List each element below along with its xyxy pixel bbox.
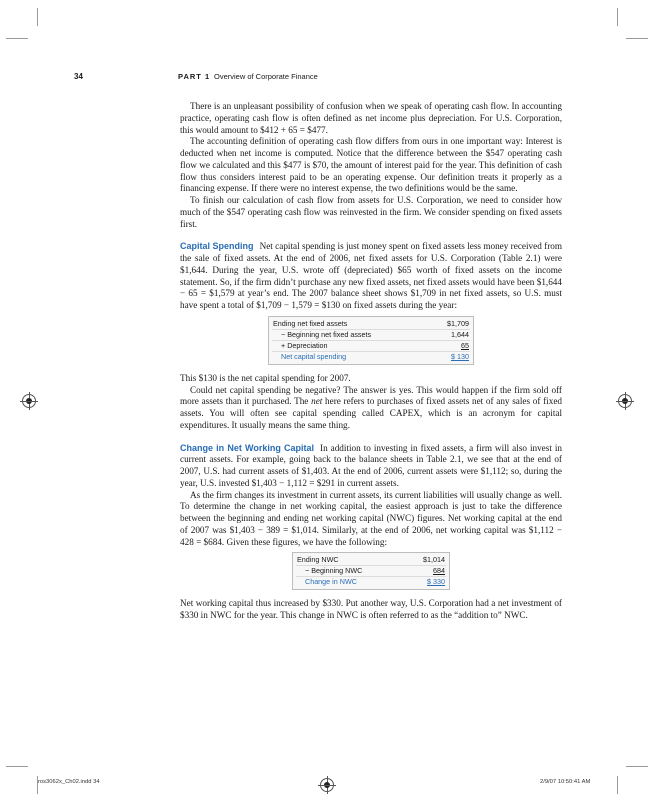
paragraph: To finish our calculation of cash flow from assets for U.S. Corporation, we need to consider how much of the $547 operating cash flow was reinvested in the firm. We consider spending on fixed assets first. xyxy=(180,195,562,229)
capital-spending-table xyxy=(268,316,474,365)
paragraph: Net working capital thus increased by $330. Put another way, U.S. Corporation had a net investment of $330 in NWC for the year. This change in NWC is often referred to as the “addition to” NWC. xyxy=(180,598,562,620)
section-text: In addition to investing in fixed assets, a firm will also invest in current assets. For example, going back to the balance sheets in Table 2.1, we see that at the end of 2007, U.S. had current assets of $1,403. At the end of 2006, current assets were $1,112; so, during the year, U.S. invested $1,403 − 1,112 = $291 in current assets. xyxy=(180,442,563,488)
registration-mark-icon xyxy=(618,394,632,408)
paragraph: As the firm changes its investment in current assets, its current liabilities will usually change as well. To determine the change in net working capital, the easiest approach is just to take the difference between the beginning and ending net working capital (NWC) figures. Net working capital at the end of 2007 was $1,403 − 389 = $1,014. Similarly, at the end of 2006, net working capital was $1,112 − 428 = $684. Given these figures, we have the following: xyxy=(180,489,562,547)
crop-mark xyxy=(626,38,648,39)
section-heading: Change in Net Working Capital xyxy=(180,442,315,453)
page-number: 34 xyxy=(74,72,83,81)
file-name: ros3062x_Ch02.indd 34 xyxy=(38,779,100,785)
paragraph: Could net capital spending be negative? The answer is yes. This would happen if the firm sold off more assets than it purchased. The net here refers to purchases of fixed assets net of any sales of fixed assets. You will often see capital spending called CAPEX, which is an acronym for capital expenditures. It usually means the same thing. xyxy=(180,384,562,430)
print-timestamp: 2/9/07 10:50:41 AM xyxy=(540,779,591,785)
crop-mark xyxy=(626,766,648,767)
table-row-total: Change in NWC $ 330 xyxy=(305,577,445,587)
section-text: Net capital spending is just money spent on fixed assets less money received from the sale of fixed assets. At the end of 2006, net fixed assets for U.S. Corporation (Table 2.1) were $1,644. During the year, U.S. wrote off (depreciated) $65 worth of fixed assets on the income statement. So, if the firm didn’t purchase any new fixed assets, net fixed assets would have been $1,644 − 65 = $1,579 at year’s end. The 2007 balance sheet shows $1,709 in net fixed assets, so U.S. must have spent a total of $1,709 − 1,579 = $130 on fixed assets during the year: xyxy=(180,241,562,310)
table-row: Ending NWC $1,014 xyxy=(297,555,445,565)
registration-mark-icon xyxy=(320,778,334,792)
section-heading: Capital Spending xyxy=(180,241,254,252)
table-row: Ending net fixed assets $1,709 xyxy=(273,318,469,328)
crop-mark xyxy=(617,776,618,794)
crop-mark xyxy=(37,8,38,26)
table-row: + Depreciation 65 xyxy=(272,341,470,352)
nwc-paragraph xyxy=(180,443,562,490)
table-row: − Beginning net fixed assets 1,644 xyxy=(272,330,470,341)
paragraph: There is an unpleasant possibility of confusion when we speak of operating cash flow. In accounting practice, operating cash flow is often defined as net income plus depreciation. For U.S. Corporation, this would amount to $412 + 65 = $477. xyxy=(180,101,562,135)
registration-mark-icon xyxy=(22,394,36,408)
crop-mark xyxy=(6,766,28,767)
paragraph: This $130 is the net capital spending for 2007. xyxy=(180,372,351,383)
table-row: − Beginning NWC 684 xyxy=(296,566,446,577)
crop-mark xyxy=(6,38,28,39)
chapter-title: Overview of Corporate Finance xyxy=(214,72,318,81)
crop-mark xyxy=(617,8,618,26)
part-label: PART 1 xyxy=(178,72,211,81)
capital-spending-paragraph xyxy=(180,241,562,312)
paragraph: The accounting definition of operating cash flow differs from ours in one important way: Interest is deducted when net income is computed. Notice that the difference between the $547 operating cash flow we calculated and this $477 is $70, the amount of interest paid for the year. This definition of cash flow thus considers interest paid to be an operating expense. Our definition treats it properly as a financing expense. If there were no interest expense, the two definitions would be the same. xyxy=(180,136,562,194)
nwc-table xyxy=(292,552,450,590)
table-row-total: Net capital spending $ 130 xyxy=(281,351,469,361)
page-body xyxy=(180,101,562,622)
